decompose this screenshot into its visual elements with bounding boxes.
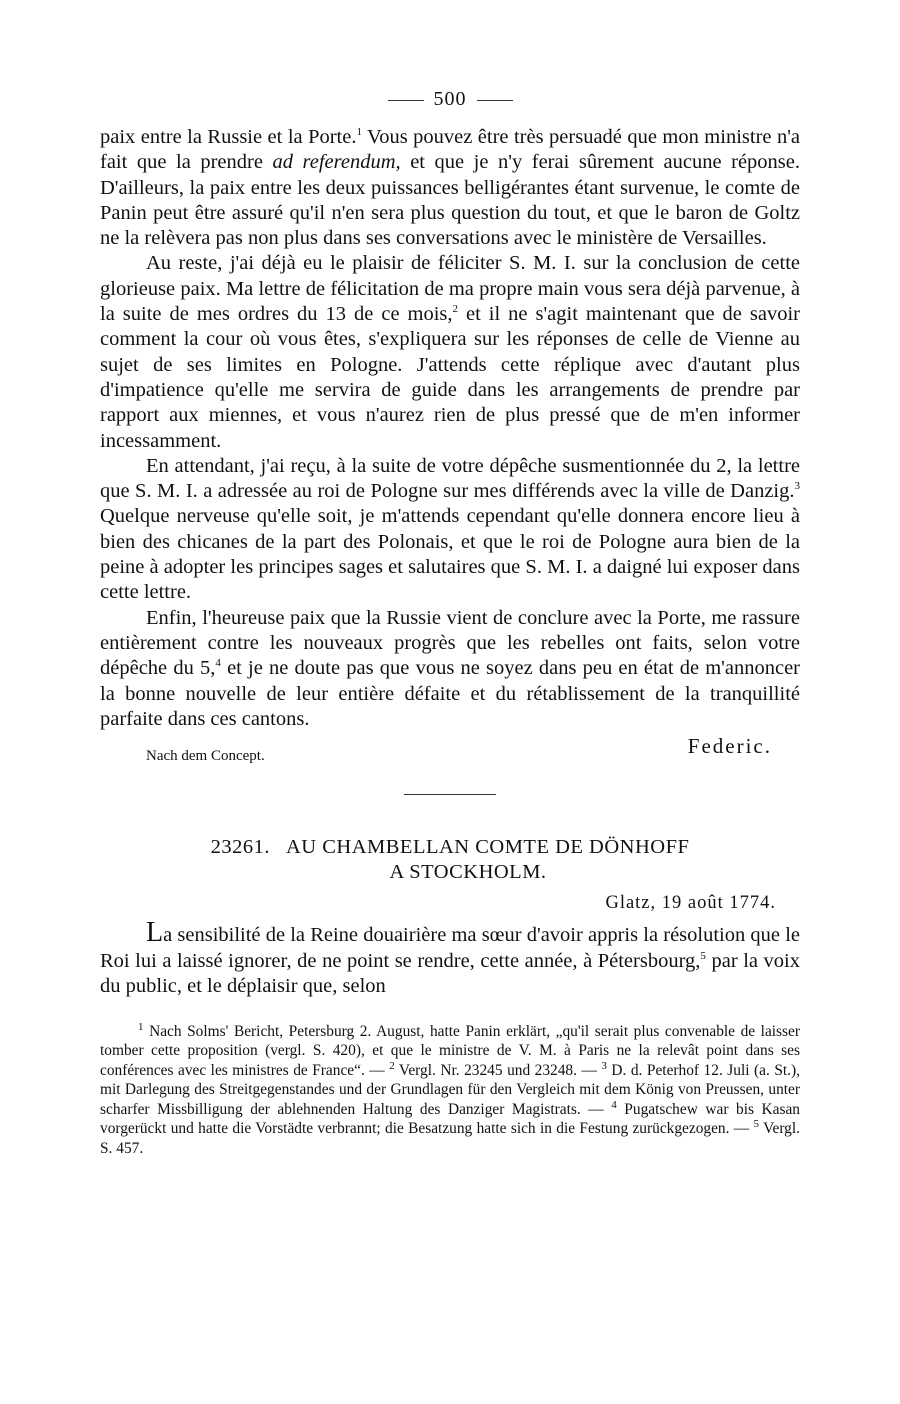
paragraph-2 xyxy=(100,251,800,453)
section-divider xyxy=(404,794,496,795)
footnote-5: Vergl. S. 457. xyxy=(100,1120,800,1157)
paragraph-4-text-a: Enfin, l'heureuse paix que la Russie vient de conclure avec la Porte, me rassure entièrement contre les nouveaux progrès que les rebelles ont faits, selon votre dépêche du 5, xyxy=(100,606,800,680)
footnote-ref-4: 4 xyxy=(215,657,221,670)
document-page xyxy=(100,88,800,1158)
page-number: 500 xyxy=(433,88,467,110)
paragraph-2-text-a: Au reste, j'ai déjà eu le plaisir de féliciter S. M. I. sur la conclusion de cette glorieuse paix. Ma lettre de félicitation de ma propre main vous sera déjà parvenue, à la suite de mes ordres du 13 de ce mois, xyxy=(100,252,800,326)
recipient-title: AU CHAMBELLAN COMTE DE DÖNHOFF xyxy=(286,836,690,859)
footnote-mark-1: 1 xyxy=(138,1020,144,1033)
source-note: Nach dem Concept. xyxy=(146,748,265,765)
initial-letter: L xyxy=(146,917,164,949)
footnote-mark-3: 3 xyxy=(601,1059,607,1072)
page-number-header xyxy=(100,88,800,111)
emphasis-ad-referendum: ad referendum, xyxy=(272,151,401,174)
footnote-ref-5: 5 xyxy=(700,949,706,962)
paragraph-1 xyxy=(100,125,800,251)
letter-body-text-a: a sensibilité de la Reine douairière ma sœur d'avoir appris la résolution que le Roi lui a laissé ignorer, de ne point se rendre, cette année, à Pétersbourg, xyxy=(100,924,800,972)
closing-row xyxy=(100,732,800,772)
recipient-location: A STOCKHOLM. xyxy=(389,861,547,884)
footnote-ref-2: 2 xyxy=(452,303,459,316)
main-text xyxy=(100,125,800,732)
paragraph-2-text-b: et il ne s'agit maintenant que de savoir comment la cour où vous êtes, s'expliquera sur les réponses de celle de Vienne au sujet de ses limites en Pologne. J'attends cette réplique avec d'autant plus d'impatience qu'elle me servira de guide dans les arrangements de prendre par rapport aux miennes, et vous n'aurez rien de plus pressé que de m'en informer incessamment. xyxy=(100,303,800,452)
letter-body xyxy=(100,917,801,1000)
footnote-block xyxy=(100,1022,800,1159)
folio-rule-right xyxy=(477,100,513,101)
paragraph-3-text-a: En attendant, j'ai reçu, à la suite de votre dépêche susmentionnée du 2, la lettre que S. M. I. a adressée au roi de Pologne sur mes différends avec la ville de Danzig. xyxy=(100,454,800,503)
footnote-4: Pugatschew war bis Kasan vorgerückt und hatte die Vorstädte verbrannt; die Besatzung hatte sich in die Festung zurückgezogen. — xyxy=(100,1100,800,1138)
signature: Federic. xyxy=(687,734,772,759)
paragraph-1-text-c: et que je n'y ferai sûrement aucune réponse. D'ailleurs, la paix entre les deux puissances belligérantes étant survenue, le comte de Panin peut être assuré qu'il n'en sera plus question du tout, et que le baron de Goltz ne la relèvera pas non plus dans ses conversations avec le ministère de Versailles. xyxy=(100,151,801,250)
footnote-1: Nach Solms' Bericht, Petersburg 2. August, hatte Panin erklärt, „qu'il serait plus convenable de laisser tomber cette proposition (vergl. S. 420), et que le ministre de V. M. à Paris ne la relevât point dans ses conférences avec les ministres de France“. — xyxy=(100,1022,800,1079)
footnotes xyxy=(100,1022,800,1159)
footnote-ref-1: 1 xyxy=(356,126,362,139)
paragraph-4 xyxy=(100,606,800,732)
letter-number: 23261. xyxy=(210,836,270,859)
paragraph-1-text-b: Vous pouvez être très persuadé que mon ministre n'a fait que la prendre xyxy=(100,126,800,174)
paragraph-4-text-b: et je ne doute pas que vous ne soyez dans peu en état de m'annoncer la bonne nouvelle de leur entière défaite et du rétablissement de la tranquillité parfaite dans ces cantons. xyxy=(100,657,800,730)
paragraph-3-text-b: Quelque nerveuse qu'elle soit, je m'attends cependant qu'elle donnera encore lieu à bien des chicanes de la part des Polonais, et que le roi de Pologne aura bien de la peine à adopter les principes sages et salutaires que S. M. I. a daigné lui exposer dans cette lettre. xyxy=(100,505,800,604)
footnote-mark-2: 2 xyxy=(389,1059,395,1072)
footnote-ref-3: 3 xyxy=(794,480,800,493)
letter-body-text-b: par la voix du public, et le déplaisir que, selon xyxy=(100,949,801,998)
paragraph-1-text-a: paix entre la Russie et la Porte. xyxy=(100,126,357,148)
folio-rule-left xyxy=(388,100,424,101)
heading-line-1 xyxy=(100,835,800,860)
footnote-2: Vergl. Nr. 23245 und 23248. — xyxy=(394,1061,602,1079)
footnote-3: D. d. Peterhof 12. Juli (a. St.), mit Darlegung des Streitgegenstandes und der Grundlagen für den Vergleich mit dem König von Preussen, unter scharfer Missbilligung der ablehnenden Haltung des Danziger Magistrats. — xyxy=(100,1061,801,1118)
footnote-mark-4: 4 xyxy=(611,1098,617,1111)
letter-heading xyxy=(100,835,800,885)
footnote-mark-5: 5 xyxy=(753,1118,760,1131)
dateline: Glatz, 19 août 1774. xyxy=(605,893,776,914)
paragraph-3 xyxy=(100,454,800,606)
